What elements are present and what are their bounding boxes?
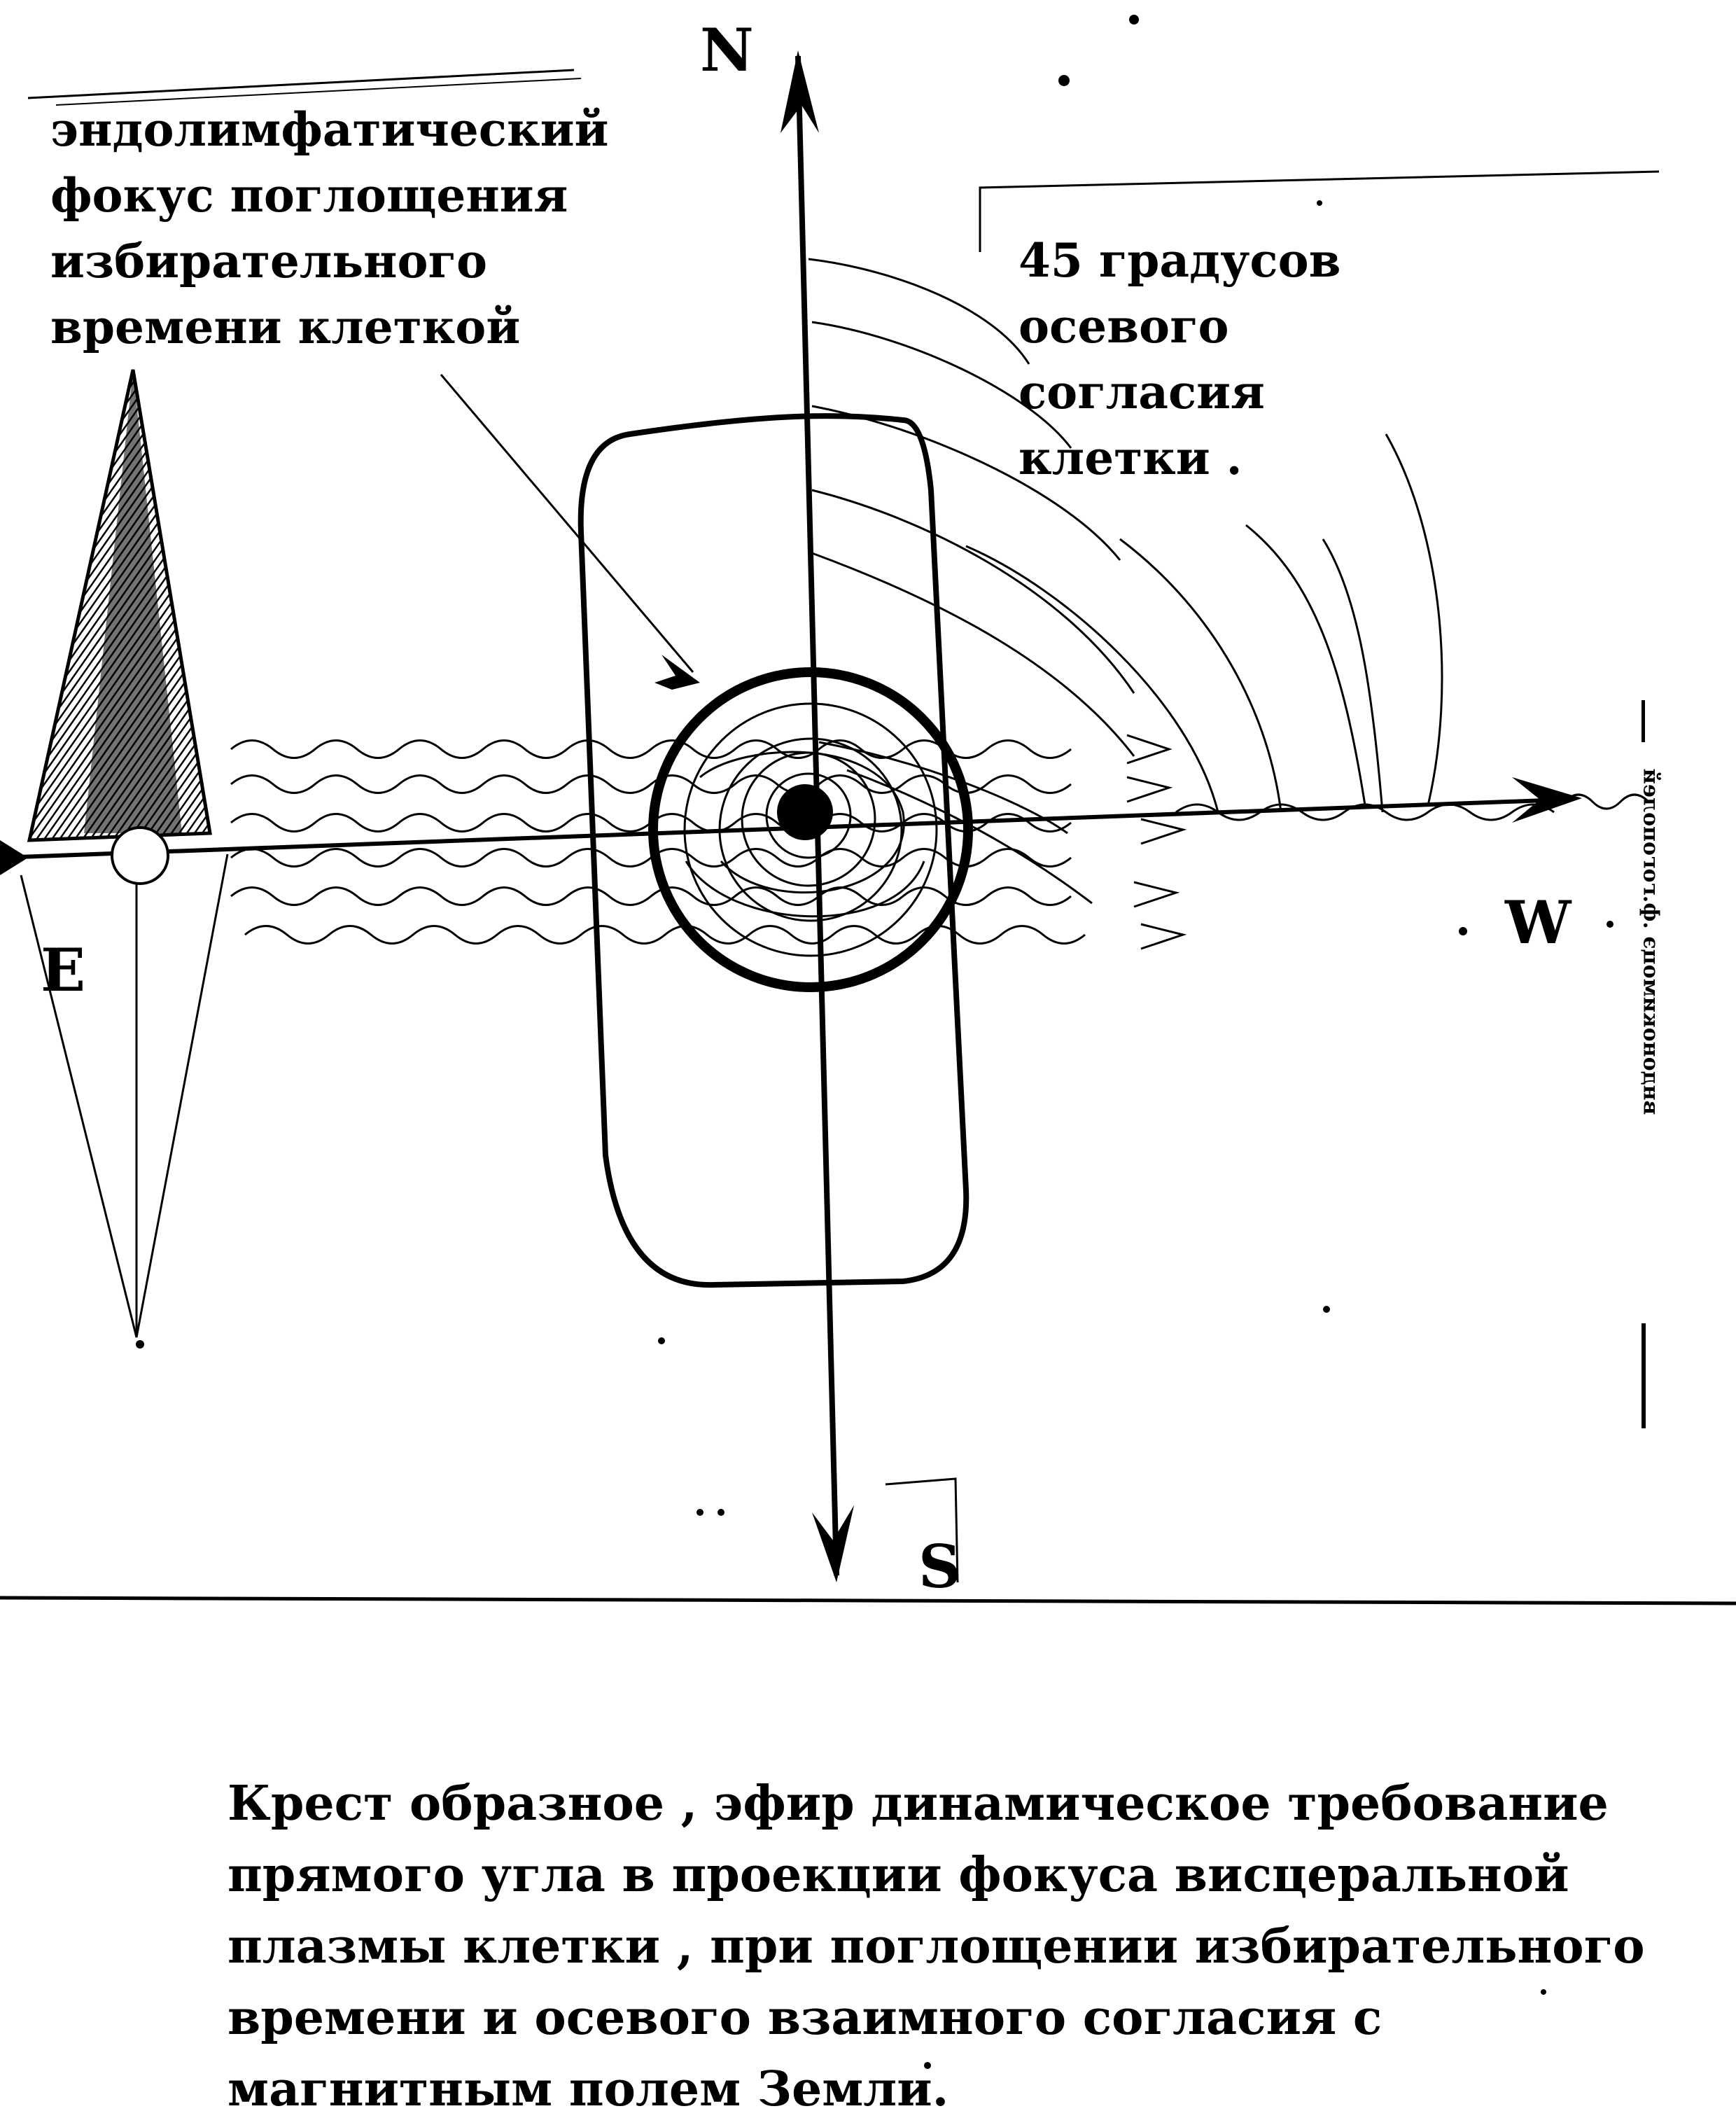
angle-label-line: клетки . [1018, 431, 1242, 485]
cell-outline [581, 416, 967, 1285]
caption-line: времени и осевого взаимного согласия с [227, 1990, 1382, 2046]
angle-label-line: 45 градусов [1018, 233, 1341, 288]
bottom-rule [0, 1598, 1736, 1603]
angle-label [1018, 228, 1341, 491]
wave-arrow-tips [1127, 735, 1183, 949]
focus-label [50, 97, 609, 360]
angle-label-line: согласия [1018, 365, 1265, 419]
compass-west-label: W [1505, 888, 1572, 957]
caption-line: прямого угла в проекции фокуса висцеральной [227, 1847, 1569, 1903]
caption [227, 1768, 1645, 2125]
angle-label-line: осевого [1018, 299, 1229, 354]
focus-label-line: эндолимфатический [50, 102, 609, 157]
focus-pointer [441, 375, 700, 690]
compass-north-label: N [700, 15, 754, 85]
caption-line: Крест образное , эфир динамическое требование [227, 1776, 1609, 1832]
east-arrowhead [0, 840, 28, 875]
focus-label-line: времени клеткой [50, 300, 521, 354]
caption-line: плазмы клетки , при поглощении избирательного [227, 1918, 1645, 1974]
compass-needle [21, 370, 227, 1337]
scratch-line-top [28, 70, 574, 98]
caption-line: магнитным полем Земли. [227, 2061, 949, 2117]
focus-label-line: фокус поглощения [50, 168, 568, 223]
compass-east-label: E [41, 935, 86, 1005]
compass-south-label: S [918, 1532, 961, 1601]
focus-label-line: избирательного [50, 234, 487, 288]
vertical-scan-text: вндонокимоцэ .ф.гогополей [1638, 768, 1663, 1115]
